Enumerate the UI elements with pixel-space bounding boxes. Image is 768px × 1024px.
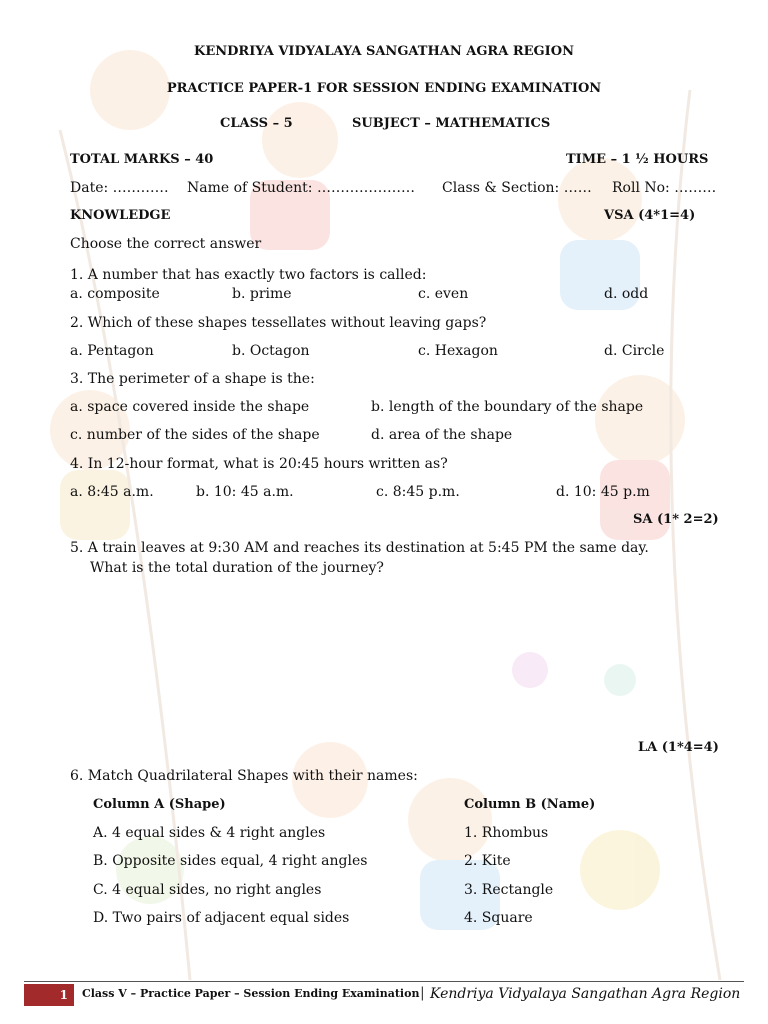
column-a-item: B. Opposite sides equal, 4 right angles <box>93 853 368 869</box>
column-a-item: C. 4 equal sides, no right angles <box>93 882 322 898</box>
q4-option-d: d. 10: 45 p.m <box>556 484 650 500</box>
column-b-heading: Column B (Name) <box>464 797 596 812</box>
student-name-field: Name of Student: ………………… <box>187 180 415 196</box>
column-b-item: 2. Kite <box>464 853 511 869</box>
q1-option-a: a. composite <box>70 286 160 302</box>
q3-option-c: c. number of the sides of the shape <box>70 427 320 443</box>
question-4: 4. In 12-hour format, what is 20:45 hours written as? <box>70 456 448 472</box>
column-b-item: 4. Square <box>464 910 533 926</box>
question-5-line-2: What is the total duration of the journey? <box>90 560 384 576</box>
time-allowed: TIME – 1 ½ HOURS <box>566 152 709 167</box>
q4-option-b: b. 10: 45 a.m. <box>196 484 294 500</box>
footer-right-text: Kendriya Vidyalaya Sangathan Agra Region <box>430 986 741 1002</box>
column-a-heading: Column A (Shape) <box>93 797 226 812</box>
section-marks-la: LA (1*4=4) <box>638 740 719 755</box>
footer-separator: | <box>420 985 425 1001</box>
question-5: 5. A train leaves at 9:30 AM and reaches its destination at 5:45 PM the same day. <box>70 540 649 556</box>
q4-option-c: c. 8:45 p.m. <box>376 484 460 500</box>
section-marks-vsa: VSA (4*1=4) <box>604 208 696 223</box>
q1-option-d: d. odd <box>604 286 649 302</box>
question-1: 1. A number that has exactly two factors is called: <box>70 267 427 283</box>
q3-option-b: b. length of the boundary of the shape <box>371 399 644 415</box>
date-field: Date: ………… <box>70 180 169 196</box>
question-2: 2. Which of these shapes tessellates without leaving gaps? <box>70 315 487 331</box>
column-a-item: D. Two pairs of adjacent equal sides <box>93 910 350 926</box>
roll-no-field: Roll No: ……… <box>612 180 717 196</box>
q1-option-c: c. even <box>418 286 469 302</box>
q2-option-a: a. Pentagon <box>70 343 154 359</box>
column-b-item: 3. Rectangle <box>464 882 554 898</box>
class-section-field: Class & Section: …… <box>442 180 592 196</box>
page-number: 1 <box>24 984 74 1006</box>
total-marks: TOTAL MARKS – 40 <box>70 152 214 167</box>
q1-option-b: b. prime <box>232 286 292 302</box>
q2-option-c: c. Hexagon <box>418 343 498 359</box>
question-3: 3. The perimeter of a shape is the: <box>70 371 315 387</box>
q2-option-d: d. Circle <box>604 343 665 359</box>
section-heading-knowledge: KNOWLEDGE <box>70 208 171 223</box>
subject-label: SUBJECT – MATHEMATICS <box>352 116 551 131</box>
q3-option-d: d. area of the shape <box>371 427 513 443</box>
class-label: CLASS – 5 <box>220 116 293 131</box>
column-a-item: A. 4 equal sides & 4 right angles <box>93 825 326 841</box>
column-b-item: 1. Rhombus <box>464 825 549 841</box>
org-title: KENDRIYA VIDYALAYA SANGATHAN AGRA REGION <box>194 44 574 59</box>
q2-option-b: b. Octagon <box>232 343 310 359</box>
section-marks-sa: SA (1* 2=2) <box>633 512 719 527</box>
instruction-text: Choose the correct answer <box>70 236 262 252</box>
footer-left-text: Class V – Practice Paper – Session Ending Examination <box>82 987 420 1000</box>
q3-option-a: a. space covered inside the shape <box>70 399 310 415</box>
q4-option-a: a. 8:45 a.m. <box>70 484 154 500</box>
paper-title: PRACTICE PAPER-1 FOR SESSION ENDING EXAMINATION <box>166 81 602 96</box>
footer-divider <box>24 981 744 982</box>
question-6: 6. Match Quadrilateral Shapes with their names: <box>70 768 418 784</box>
